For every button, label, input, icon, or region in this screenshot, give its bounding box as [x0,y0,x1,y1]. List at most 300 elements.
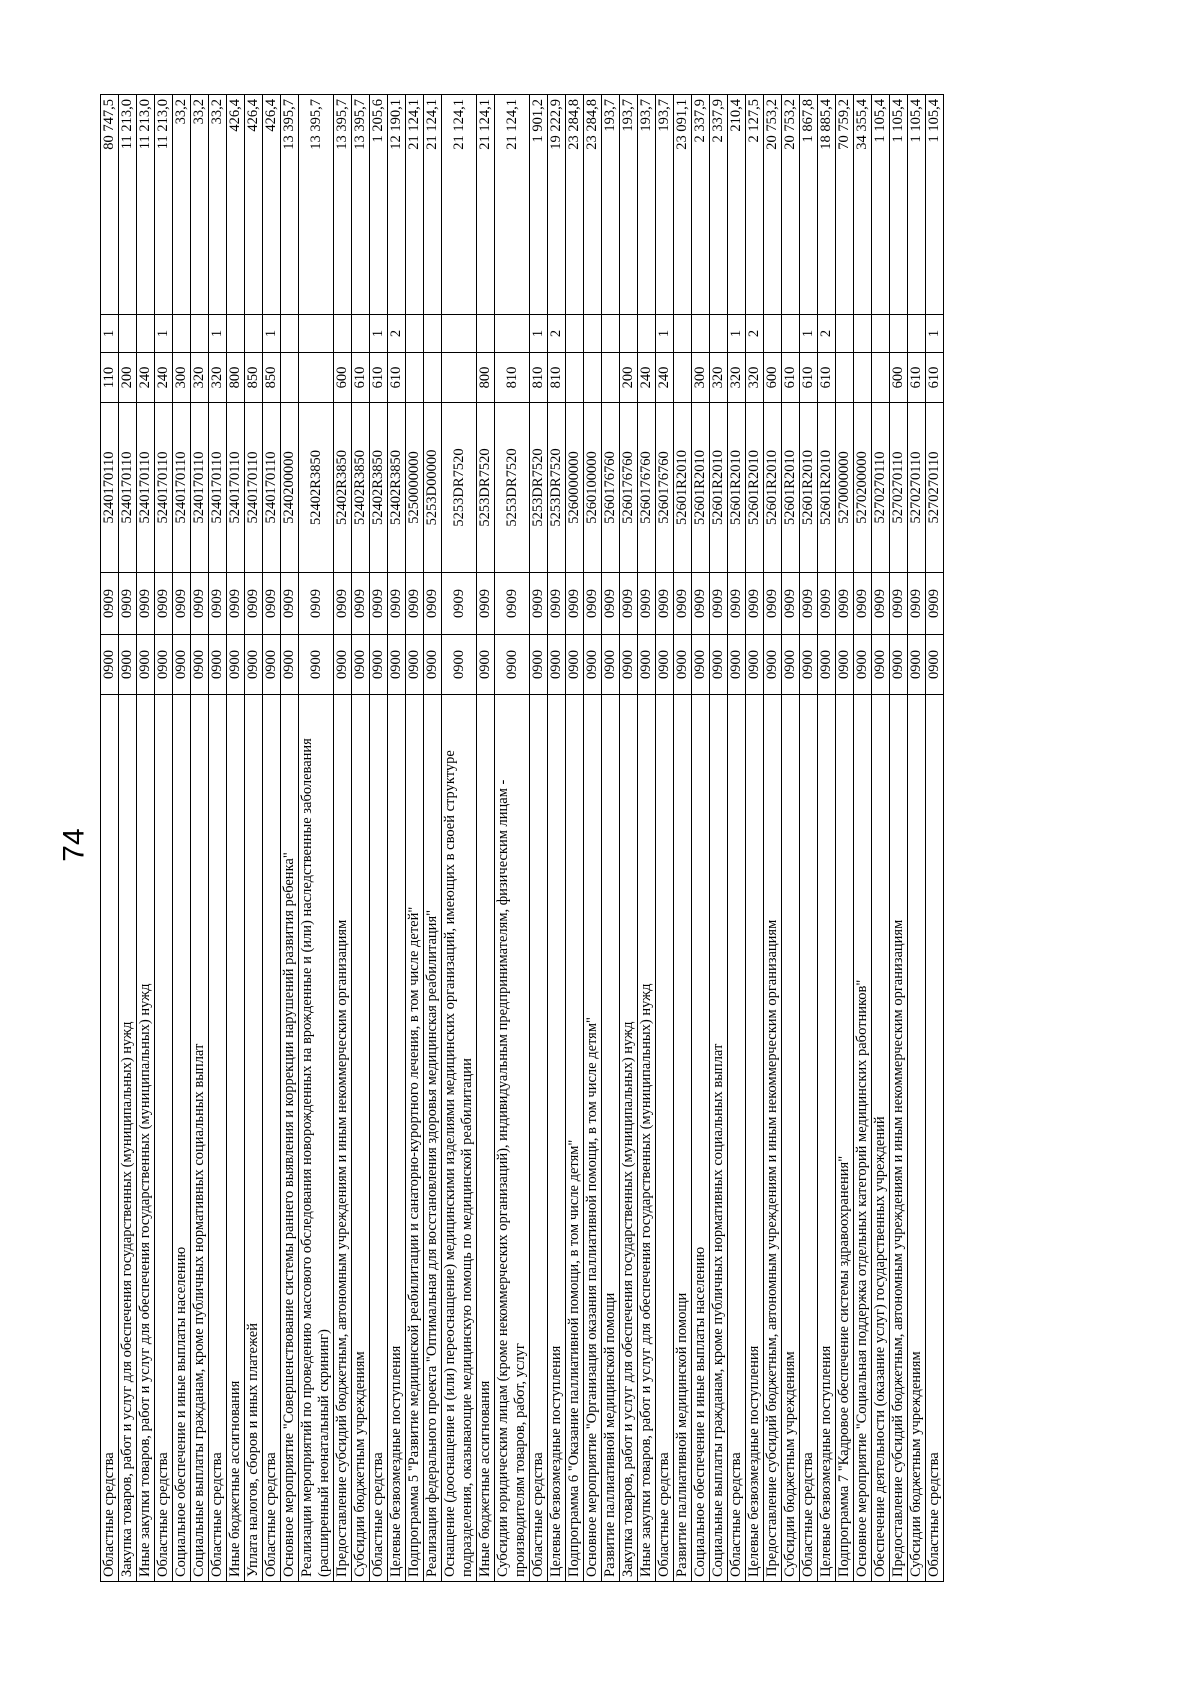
row-name: Оснащение (дооснащение и (или) переоснащение) медицинскими изделиями медицинских организаций, имеющих в своей структуре подразделения, оказывающие медицинскую помощь по медицинской реабилитации [442,695,477,1582]
row-name: Подпрограмма 6 "Оказание паллиативной помощи, в том числе детям" [566,695,584,1582]
subsection-code: 0909 [728,573,746,635]
section-code: 0900 [746,635,764,695]
budget-table-body [101,95,944,1582]
budget-table [100,94,944,1582]
funding-source-code [173,315,191,353]
section-code: 0900 [370,635,388,695]
table-row [782,95,800,1582]
expense-type-code [584,353,602,403]
amount: 33,2 [173,95,191,315]
funding-source-code [352,315,370,353]
amount: 20 753,2 [764,95,782,315]
target-item-code: 5260176760 [620,403,638,573]
subsection-code: 0909 [926,573,944,635]
expense-type-code [281,353,299,403]
expense-type-code: 600 [334,353,352,403]
section-code: 0900 [119,635,137,695]
target-item-code: 5240170110 [263,403,281,573]
row-name: Областные средства [656,695,674,1582]
row-name: Развитие паллиативной медицинской помощи [674,695,692,1582]
expense-type-code [872,353,890,403]
amount: 1 867,8 [800,95,818,315]
target-item-code: 5240170110 [227,403,245,573]
table-row [530,95,548,1582]
subsection-code: 0909 [548,573,566,635]
expense-type-code [299,353,334,403]
section-code: 0900 [782,635,800,695]
expense-type-code: 110 [101,353,119,403]
section-code: 0900 [424,635,442,695]
target-item-code: 52402R3850 [334,403,352,573]
row-name: Областные средства [370,695,388,1582]
amount: 13 395,7 [281,95,299,315]
section-code: 0900 [530,635,548,695]
target-item-code: 52601R2010 [674,403,692,573]
subsection-code: 0909 [854,573,872,635]
expense-type-code: 810 [548,353,566,403]
section-code: 0900 [227,635,245,695]
subsection-code: 0909 [119,573,137,635]
subsection-code: 0909 [764,573,782,635]
amount: 23 284,8 [566,95,584,315]
section-code: 0900 [173,635,191,695]
section-code: 0900 [926,635,944,695]
funding-source-code: 1 [728,315,746,353]
target-item-code: 5250000000 [406,403,424,573]
expense-type-code: 200 [119,353,137,403]
row-name: Областные средства [101,695,119,1582]
table-row [710,95,728,1582]
table-row [890,95,908,1582]
amount: 1 105,4 [926,95,944,315]
amount: 33,2 [209,95,227,315]
funding-source-code: 1 [155,315,173,353]
expense-type-code [602,353,620,403]
expense-type-code [674,353,692,403]
expense-type-code [424,353,442,403]
expense-type-code: 300 [173,353,191,403]
funding-source-code [602,315,620,353]
section-code: 0900 [710,635,728,695]
section-code: 0900 [495,635,530,695]
subsection-code: 0909 [173,573,191,635]
funding-source-code [299,315,334,353]
subsection-code: 0909 [692,573,710,635]
subsection-code: 0909 [245,573,263,635]
table-row [674,95,692,1582]
section-code: 0900 [620,635,638,695]
table-row [209,95,227,1582]
funding-source-code: 2 [818,315,836,353]
expense-type-code: 240 [137,353,155,403]
amount: 1 105,4 [872,95,890,315]
amount: 1 105,4 [890,95,908,315]
section-code: 0900 [299,635,334,695]
budget-table-rotated [100,95,980,1582]
expense-type-code: 610 [782,353,800,403]
subsection-code: 0909 [442,573,477,635]
target-item-code: 5270270110 [872,403,890,573]
subsection-code: 0909 [424,573,442,635]
funding-source-code [424,315,442,353]
target-item-code: 5260100000 [584,403,602,573]
table-row [908,95,926,1582]
target-item-code: 5253DR7520 [548,403,566,573]
row-name: Предоставление субсидий бюджетным, автономным учреждениям и иным некоммерческим организациям [334,695,352,1582]
row-name: Предоставление субсидий бюджетным, автономным учреждениям и иным некоммерческим организациям [764,695,782,1582]
target-item-code: 52402R3850 [388,403,406,573]
row-name: Закупка товаров, работ и услуг для обеспечения государственных (муниципальных) нужд [119,695,137,1582]
target-item-code: 52402R3850 [299,403,334,573]
target-item-code: 5240170110 [119,403,137,573]
target-item-code: 52601R2010 [818,403,836,573]
expense-type-code [854,353,872,403]
amount: 13 395,7 [299,95,334,315]
section-code: 0900 [406,635,424,695]
target-item-code: 5260176760 [602,403,620,573]
subsection-code: 0909 [227,573,245,635]
row-name: Социальное обеспечение и иные выплаты населению [692,695,710,1582]
subsection-code: 0909 [908,573,926,635]
target-item-code: 5253DR7520 [442,403,477,573]
target-item-code: 5260176760 [638,403,656,573]
section-code: 0900 [101,635,119,695]
amount: 193,7 [620,95,638,315]
funding-source-code [674,315,692,353]
table-row [334,95,352,1582]
table-row [119,95,137,1582]
amount: 2 127,5 [746,95,764,315]
funding-source-code [406,315,424,353]
section-code: 0900 [800,635,818,695]
target-item-code: 52601R2010 [728,403,746,573]
row-name: Основное мероприятие "Совершенствование системы раннего выявления и коррекции нарушений развития ребенка" [281,695,299,1582]
expense-type-code: 320 [746,353,764,403]
table-row [872,95,890,1582]
target-item-code: 5270200000 [854,403,872,573]
target-item-code: 5270270110 [890,403,908,573]
amount: 23 091,1 [674,95,692,315]
expense-type-code: 320 [209,353,227,403]
expense-type-code: 800 [227,353,245,403]
expense-type-code [406,353,424,403]
row-name: Областные средства [530,695,548,1582]
funding-source-code [191,315,209,353]
target-item-code: 5240170110 [155,403,173,573]
funding-source-code [782,315,800,353]
funding-source-code [764,315,782,353]
subsection-code: 0909 [101,573,119,635]
funding-source-code [334,315,352,353]
expense-type-code: 600 [890,353,908,403]
target-item-code: 52402R3850 [352,403,370,573]
amount: 193,7 [602,95,620,315]
funding-source-code [638,315,656,353]
amount: 11 213,0 [119,95,137,315]
section-code: 0900 [442,635,477,695]
table-row [602,95,620,1582]
section-code: 0900 [638,635,656,695]
amount: 2 337,9 [692,95,710,315]
expense-type-code: 850 [263,353,281,403]
funding-source-code: 2 [388,315,406,353]
page-number: 74 [57,828,91,862]
expense-type-code: 610 [370,353,388,403]
table-row [191,95,209,1582]
row-name: Субсидии бюджетным учреждениям [352,695,370,1582]
target-item-code: 5240170110 [245,403,263,573]
subsection-code: 0909 [818,573,836,635]
target-item-code: 5240170110 [173,403,191,573]
funding-source-code: 1 [263,315,281,353]
table-row [281,95,299,1582]
funding-source-code [890,315,908,353]
subsection-code: 0909 [602,573,620,635]
expense-type-code: 610 [908,353,926,403]
amount: 2 337,9 [710,95,728,315]
expense-type-code: 300 [692,353,710,403]
row-name: Реализация федерального проекта "Оптимальная для восстановления здоровья медицинская реабилитация" [424,695,442,1582]
subsection-code: 0909 [566,573,584,635]
target-item-code: 52601R2010 [692,403,710,573]
funding-source-code [710,315,728,353]
funding-source-code [584,315,602,353]
table-row [245,95,263,1582]
row-name: Уплата налогов, сборов и иных платежей [245,695,263,1582]
amount: 1 205,6 [370,95,388,315]
amount: 21 124,1 [442,95,477,315]
table-row [854,95,872,1582]
row-name: Субсидии бюджетным учреждениям [908,695,926,1582]
amount: 18 885,4 [818,95,836,315]
subsection-code: 0909 [890,573,908,635]
target-item-code: 5260176760 [656,403,674,573]
section-code: 0900 [137,635,155,695]
target-item-code: 5270000000 [836,403,854,573]
row-name: Иные закупки товаров, работ и услуг для обеспечения государственных (муниципальных) нужд [638,695,656,1582]
funding-source-code [245,315,263,353]
row-name: Субсидии бюджетным учреждениям [782,695,800,1582]
row-name: Целевые безвозмездные поступления [818,695,836,1582]
amount: 12 190,1 [388,95,406,315]
section-code: 0900 [245,635,263,695]
table-row [137,95,155,1582]
target-item-code: 52601R2010 [764,403,782,573]
subsection-code: 0909 [656,573,674,635]
funding-source-code: 1 [926,315,944,353]
row-name: Реализации мероприятий по проведению массового обследования новорожденных на врожденные и (или) наследственные заболевания (расширенный неонатальный скрининг) [299,695,334,1582]
row-name: Социальные выплаты гражданам, кроме публичных нормативных социальных выплат [191,695,209,1582]
row-name: Иные бюджетные ассигнования [477,695,495,1582]
amount: 11 213,0 [137,95,155,315]
target-item-code: 52402R3850 [370,403,388,573]
table-row [836,95,854,1582]
row-name: Областные средства [263,695,281,1582]
section-code: 0900 [890,635,908,695]
amount: 11 213,0 [155,95,173,315]
funding-source-code [119,315,137,353]
subsection-code: 0909 [281,573,299,635]
section-code: 0900 [263,635,281,695]
section-code: 0900 [674,635,692,695]
row-name: Социальные выплаты гражданам, кроме публичных нормативных социальных выплат [710,695,728,1582]
target-item-code: 52601R2010 [746,403,764,573]
subsection-code: 0909 [495,573,530,635]
funding-source-code [836,315,854,353]
row-name: Иные закупки товаров, работ и услуг для обеспечения государственных (муниципальных) нужд [137,695,155,1582]
target-item-code: 5240170110 [209,403,227,573]
row-name: Целевые безвозмездные поступления [548,695,566,1582]
subsection-code: 0909 [370,573,388,635]
amount: 1 105,4 [908,95,926,315]
table-row [764,95,782,1582]
row-name: Целевые безвозмездные поступления [746,695,764,1582]
section-code: 0900 [477,635,495,695]
target-item-code: 5253DR7520 [530,403,548,573]
funding-source-code: 1 [370,315,388,353]
target-item-code: 5270270110 [908,403,926,573]
subsection-code: 0909 [263,573,281,635]
amount: 193,7 [656,95,674,315]
table-row [656,95,674,1582]
table-row [227,95,245,1582]
table-row [926,95,944,1582]
expense-type-code: 850 [245,353,263,403]
target-item-code: 5253D00000 [424,403,442,573]
section-code: 0900 [352,635,370,695]
amount: 23 284,8 [584,95,602,315]
subsection-code: 0909 [530,573,548,635]
amount: 1 901,2 [530,95,548,315]
table-row [746,95,764,1582]
row-name: Иные бюджетные ассигнования [227,695,245,1582]
funding-source-code [137,315,155,353]
subsection-code: 0909 [620,573,638,635]
section-code: 0900 [191,635,209,695]
expense-type-code: 800 [477,353,495,403]
expense-type-code: 610 [800,353,818,403]
expense-type-code: 810 [495,353,530,403]
table-row [818,95,836,1582]
row-name: Обеспечение деятельности (оказание услуг) государственных учреждений [872,695,890,1582]
funding-source-code: 1 [209,315,227,353]
expense-type-code [566,353,584,403]
subsection-code: 0909 [352,573,370,635]
subsection-code: 0909 [388,573,406,635]
expense-type-code: 610 [818,353,836,403]
section-code: 0900 [334,635,352,695]
expense-type-code: 240 [656,353,674,403]
amount: 34 355,4 [854,95,872,315]
section-code: 0900 [692,635,710,695]
funding-source-code: 1 [530,315,548,353]
amount: 19 222,9 [548,95,566,315]
expense-type-code: 810 [530,353,548,403]
target-item-code: 5240200000 [281,403,299,573]
expense-type-code: 610 [926,353,944,403]
row-name: Социальное обеспечение и иные выплаты населению [173,695,191,1582]
row-name: Закупка товаров, работ и услуг для обеспечения государственных (муниципальных) нужд [620,695,638,1582]
amount: 210,4 [728,95,746,315]
funding-source-code: 2 [746,315,764,353]
subsection-code: 0909 [137,573,155,635]
table-row [352,95,370,1582]
funding-source-code: 1 [656,315,674,353]
section-code: 0900 [818,635,836,695]
table-row [495,95,530,1582]
target-item-code: 52601R2010 [710,403,728,573]
subsection-code: 0909 [191,573,209,635]
subsection-code: 0909 [209,573,227,635]
amount: 80 747,5 [101,95,119,315]
expense-type-code: 240 [155,353,173,403]
subsection-code: 0909 [872,573,890,635]
target-item-code: 52601R2010 [800,403,818,573]
funding-source-code [227,315,245,353]
row-name: Подпрограмма 5 "Развитие медицинской реабилитации и санаторно-курортного лечения, в том числе детей" [406,695,424,1582]
section-code: 0900 [209,635,227,695]
subsection-code: 0909 [710,573,728,635]
section-code: 0900 [728,635,746,695]
target-item-code: 52601R2010 [782,403,800,573]
funding-source-code [854,315,872,353]
amount: 426,4 [227,95,245,315]
row-name: Областные средства [800,695,818,1582]
table-row [424,95,442,1582]
table-row [477,95,495,1582]
section-code: 0900 [155,635,173,695]
table-row [692,95,710,1582]
subsection-code: 0909 [584,573,602,635]
subsection-code: 0909 [638,573,656,635]
table-row [370,95,388,1582]
funding-source-code [477,315,495,353]
section-code: 0900 [836,635,854,695]
funding-source-code: 1 [101,315,119,353]
funding-source-code [872,315,890,353]
expense-type-code: 600 [764,353,782,403]
section-code: 0900 [656,635,674,695]
funding-source-code [495,315,530,353]
amount: 193,7 [638,95,656,315]
section-code: 0900 [388,635,406,695]
section-code: 0900 [548,635,566,695]
funding-source-code: 1 [800,315,818,353]
table-row [388,95,406,1582]
target-item-code: 5260000000 [566,403,584,573]
funding-source-code [566,315,584,353]
table-row [101,95,119,1582]
target-item-code: 5240170110 [137,403,155,573]
row-name: Областные средства [155,695,173,1582]
row-name: Областные средства [728,695,746,1582]
table-row [638,95,656,1582]
section-code: 0900 [872,635,890,695]
expense-type-code: 240 [638,353,656,403]
amount: 20 753,2 [782,95,800,315]
target-item-code: 5270270110 [926,403,944,573]
table-row [728,95,746,1582]
amount: 13 395,7 [334,95,352,315]
funding-source-code [442,315,477,353]
expense-type-code [442,353,477,403]
table-row [620,95,638,1582]
subsection-code: 0909 [836,573,854,635]
amount: 426,4 [263,95,281,315]
subsection-code: 0909 [674,573,692,635]
subsection-code: 0909 [155,573,173,635]
funding-source-code: 2 [548,315,566,353]
